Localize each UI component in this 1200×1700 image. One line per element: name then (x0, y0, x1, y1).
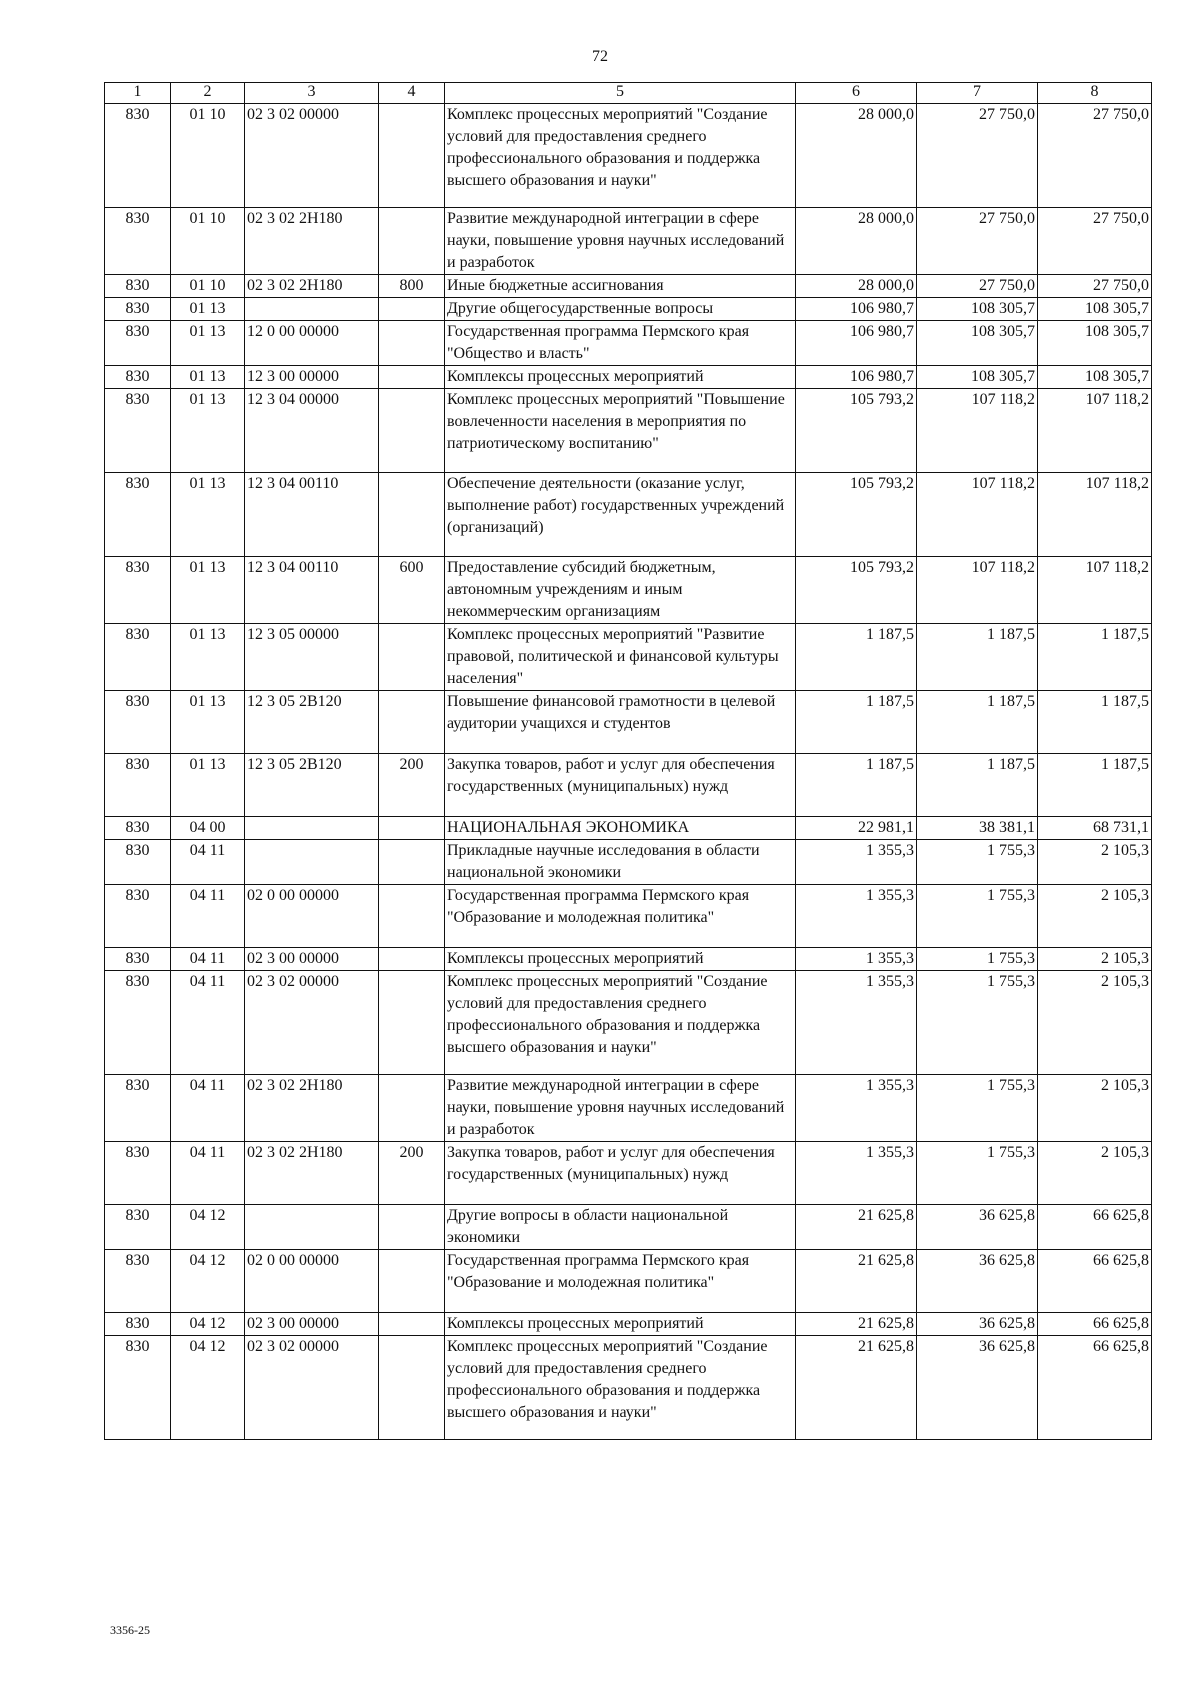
section-cell: 01 13 (171, 557, 245, 624)
expense-type-cell (379, 473, 445, 557)
table-row (105, 1250, 1152, 1313)
target-article-cell: 02 3 00 00000 (245, 1313, 379, 1336)
target-article-cell: 12 3 05 00000 (245, 624, 379, 691)
amount-2026-cell: 1 187,5 (917, 754, 1038, 817)
name-cell: Государственная программа Пермского края "Общество и власть" (445, 321, 796, 366)
amount-2025-cell: 1 355,3 (796, 948, 917, 971)
section-cell: 04 11 (171, 1142, 245, 1205)
name-cell: Комплекс процессных мероприятий "Создание условий для предоставления среднего профессионального образования и поддержка высшего образования и науки" (445, 971, 796, 1075)
column-header: 7 (917, 83, 1038, 104)
glavbk-cell: 830 (105, 298, 171, 321)
amount-2027-cell: 1 187,5 (1038, 691, 1152, 754)
amount-2026-cell: 107 118,2 (917, 473, 1038, 557)
amount-2027-cell: 108 305,7 (1038, 298, 1152, 321)
expense-type-cell (379, 624, 445, 691)
table-body (105, 104, 1152, 1440)
amount-2025-cell: 21 625,8 (796, 1313, 917, 1336)
table-row (105, 366, 1152, 389)
amount-2026-cell: 27 750,0 (917, 208, 1038, 275)
target-article-cell: 02 3 02 2Н180 (245, 1075, 379, 1142)
target-article-cell: 02 3 00 00000 (245, 948, 379, 971)
name-cell: Комплекс процессных мероприятий "Развитие правовой, политической и финансовой культуры населения" (445, 624, 796, 691)
budget-table (104, 82, 1152, 1440)
expense-type-cell (379, 691, 445, 754)
amount-2026-cell: 107 118,2 (917, 557, 1038, 624)
amount-2025-cell: 1 187,5 (796, 624, 917, 691)
section-cell: 01 13 (171, 366, 245, 389)
amount-2027-cell: 108 305,7 (1038, 321, 1152, 366)
glavbk-cell: 830 (105, 1250, 171, 1313)
glavbk-cell: 830 (105, 624, 171, 691)
name-cell: Повышение финансовой грамотности в целевой аудитории учащихся и студентов (445, 691, 796, 754)
amount-2027-cell: 27 750,0 (1038, 104, 1152, 208)
amount-2026-cell: 108 305,7 (917, 321, 1038, 366)
target-article-cell (245, 840, 379, 885)
column-header: 3 (245, 83, 379, 104)
amount-2027-cell: 107 118,2 (1038, 389, 1152, 473)
name-cell: Обеспечение деятельности (оказание услуг, выполнение работ) государственных учреждений (организаций) (445, 473, 796, 557)
glavbk-cell: 830 (105, 473, 171, 557)
glavbk-cell: 830 (105, 691, 171, 754)
amount-2026-cell: 1 755,3 (917, 840, 1038, 885)
amount-2025-cell: 28 000,0 (796, 208, 917, 275)
amount-2025-cell: 21 625,8 (796, 1205, 917, 1250)
table-row (105, 948, 1152, 971)
glavbk-cell: 830 (105, 971, 171, 1075)
column-header: 1 (105, 83, 171, 104)
section-cell: 01 13 (171, 321, 245, 366)
amount-2026-cell: 107 118,2 (917, 389, 1038, 473)
glavbk-cell: 830 (105, 817, 171, 840)
name-cell: Другие общегосударственные вопросы (445, 298, 796, 321)
amount-2026-cell: 27 750,0 (917, 104, 1038, 208)
target-article-cell (245, 1205, 379, 1250)
expense-type-cell (379, 885, 445, 948)
glavbk-cell: 830 (105, 948, 171, 971)
name-cell: Государственная программа Пермского края "Образование и молодежная политика" (445, 885, 796, 948)
name-cell: Иные бюджетные ассигнования (445, 275, 796, 298)
amount-2026-cell: 1 755,3 (917, 1075, 1038, 1142)
name-cell: Комплексы процессных мероприятий (445, 366, 796, 389)
table-row (105, 840, 1152, 885)
glavbk-cell: 830 (105, 1142, 171, 1205)
target-article-cell: 02 3 02 00000 (245, 1336, 379, 1440)
glavbk-cell: 830 (105, 275, 171, 298)
glavbk-cell: 830 (105, 1075, 171, 1142)
amount-2026-cell: 38 381,1 (917, 817, 1038, 840)
expense-type-cell (379, 1313, 445, 1336)
section-cell: 04 12 (171, 1250, 245, 1313)
glavbk-cell: 830 (105, 754, 171, 817)
amount-2027-cell: 2 105,3 (1038, 1142, 1152, 1205)
target-article-cell: 02 3 02 2Н180 (245, 208, 379, 275)
table-row (105, 1142, 1152, 1205)
amount-2026-cell: 36 625,8 (917, 1250, 1038, 1313)
target-article-cell: 02 3 02 2Н180 (245, 1142, 379, 1205)
section-cell: 04 11 (171, 885, 245, 948)
amount-2027-cell: 1 187,5 (1038, 624, 1152, 691)
target-article-cell: 02 3 02 00000 (245, 104, 379, 208)
section-cell: 01 13 (171, 389, 245, 473)
expense-type-cell (379, 817, 445, 840)
expense-type-cell (379, 1250, 445, 1313)
table-row (105, 1075, 1152, 1142)
amount-2025-cell: 1 187,5 (796, 754, 917, 817)
glavbk-cell: 830 (105, 389, 171, 473)
section-cell: 04 00 (171, 817, 245, 840)
table-row (105, 624, 1152, 691)
amount-2025-cell: 1 355,3 (796, 885, 917, 948)
name-cell: Комплекс процессных мероприятий "Создание условий для предоставления среднего профессионального образования и поддержка высшего образования и науки" (445, 1336, 796, 1440)
amount-2025-cell: 28 000,0 (796, 275, 917, 298)
expense-type-cell (379, 1205, 445, 1250)
target-article-cell: 12 3 00 00000 (245, 366, 379, 389)
amount-2025-cell: 22 981,1 (796, 817, 917, 840)
expense-type-cell: 200 (379, 754, 445, 817)
table-row (105, 321, 1152, 366)
expense-type-cell (379, 321, 445, 366)
section-cell: 04 11 (171, 971, 245, 1075)
table-row (105, 1313, 1152, 1336)
column-header: 8 (1038, 83, 1152, 104)
expense-type-cell (379, 104, 445, 208)
target-article-cell: 12 3 04 00110 (245, 473, 379, 557)
table-row (105, 557, 1152, 624)
target-article-cell: 02 0 00 00000 (245, 885, 379, 948)
amount-2025-cell: 21 625,8 (796, 1336, 917, 1440)
table-row (105, 275, 1152, 298)
amount-2025-cell: 1 355,3 (796, 971, 917, 1075)
name-cell: Другие вопросы в области национальной экономики (445, 1205, 796, 1250)
amount-2025-cell: 106 980,7 (796, 366, 917, 389)
section-cell: 01 13 (171, 298, 245, 321)
amount-2027-cell: 108 305,7 (1038, 366, 1152, 389)
amount-2026-cell: 1 755,3 (917, 971, 1038, 1075)
column-header: 4 (379, 83, 445, 104)
amount-2027-cell: 66 625,8 (1038, 1313, 1152, 1336)
amount-2026-cell: 1 187,5 (917, 691, 1038, 754)
amount-2027-cell: 2 105,3 (1038, 948, 1152, 971)
name-cell: Прикладные научные исследования в области национальной экономики (445, 840, 796, 885)
name-cell: Развитие международной интеграции в сфере науки, повышение уровня научных исследований и разработок (445, 208, 796, 275)
expense-type-cell (379, 389, 445, 473)
target-article-cell (245, 298, 379, 321)
glavbk-cell: 830 (105, 1336, 171, 1440)
target-article-cell: 02 3 02 00000 (245, 971, 379, 1075)
name-cell: НАЦИОНАЛЬНАЯ ЭКОНОМИКА (445, 817, 796, 840)
amount-2027-cell: 66 625,8 (1038, 1250, 1152, 1313)
target-article-cell: 12 3 05 2В120 (245, 691, 379, 754)
amount-2026-cell: 1 755,3 (917, 948, 1038, 971)
amount-2026-cell: 36 625,8 (917, 1313, 1038, 1336)
amount-2026-cell: 36 625,8 (917, 1205, 1038, 1250)
table-row (105, 1336, 1152, 1440)
expense-type-cell (379, 298, 445, 321)
table-row (105, 817, 1152, 840)
document-code: 3356-25 (110, 1623, 150, 1637)
section-cell: 01 13 (171, 691, 245, 754)
expense-type-cell: 200 (379, 1142, 445, 1205)
amount-2027-cell: 107 118,2 (1038, 557, 1152, 624)
column-header: 6 (796, 83, 917, 104)
section-cell: 01 13 (171, 754, 245, 817)
page-number: 72 (592, 48, 608, 65)
amount-2025-cell: 1 355,3 (796, 1142, 917, 1205)
table-row (105, 691, 1152, 754)
amount-2025-cell: 1 187,5 (796, 691, 917, 754)
amount-2027-cell: 1 187,5 (1038, 754, 1152, 817)
amount-2027-cell: 27 750,0 (1038, 208, 1152, 275)
glavbk-cell: 830 (105, 208, 171, 275)
expense-type-cell (379, 840, 445, 885)
table-row (105, 104, 1152, 208)
amount-2026-cell: 1 187,5 (917, 624, 1038, 691)
table-row (105, 298, 1152, 321)
glavbk-cell: 830 (105, 557, 171, 624)
glavbk-cell: 830 (105, 840, 171, 885)
target-article-cell: 12 3 04 00110 (245, 557, 379, 624)
name-cell: Комплексы процессных мероприятий (445, 1313, 796, 1336)
expense-type-cell: 800 (379, 275, 445, 298)
amount-2025-cell: 1 355,3 (796, 1075, 917, 1142)
amount-2026-cell: 27 750,0 (917, 275, 1038, 298)
amount-2027-cell: 2 105,3 (1038, 1075, 1152, 1142)
amount-2025-cell: 1 355,3 (796, 840, 917, 885)
target-article-cell (245, 817, 379, 840)
name-cell: Комплекс процессных мероприятий "Повышение вовлеченности населения в мероприятия по патриотическому воспитанию" (445, 389, 796, 473)
amount-2027-cell: 68 731,1 (1038, 817, 1152, 840)
section-cell: 01 10 (171, 104, 245, 208)
table-row (105, 885, 1152, 948)
section-cell: 04 12 (171, 1313, 245, 1336)
amount-2025-cell: 106 980,7 (796, 298, 917, 321)
amount-2027-cell: 107 118,2 (1038, 473, 1152, 557)
amount-2027-cell: 2 105,3 (1038, 885, 1152, 948)
table-row (105, 473, 1152, 557)
name-cell: Закупка товаров, работ и услуг для обеспечения государственных (муниципальных) нужд (445, 754, 796, 817)
amount-2027-cell: 2 105,3 (1038, 840, 1152, 885)
amount-2025-cell: 105 793,2 (796, 557, 917, 624)
glavbk-cell: 830 (105, 366, 171, 389)
target-article-cell: 12 3 05 2В120 (245, 754, 379, 817)
column-header: 5 (445, 83, 796, 104)
target-article-cell: 12 3 04 00000 (245, 389, 379, 473)
amount-2026-cell: 108 305,7 (917, 366, 1038, 389)
target-article-cell: 12 0 00 00000 (245, 321, 379, 366)
table-row (105, 754, 1152, 817)
expense-type-cell (379, 948, 445, 971)
expense-type-cell (379, 1075, 445, 1142)
expense-type-cell: 600 (379, 557, 445, 624)
name-cell: Комплекс процессных мероприятий "Создание условий для предоставления среднего профессионального образования и поддержка высшего образования и науки" (445, 104, 796, 208)
header-row (105, 83, 1152, 104)
expense-type-cell (379, 1336, 445, 1440)
section-cell: 01 13 (171, 473, 245, 557)
amount-2026-cell: 36 625,8 (917, 1336, 1038, 1440)
amount-2027-cell: 66 625,8 (1038, 1205, 1152, 1250)
amount-2025-cell: 106 980,7 (796, 321, 917, 366)
section-cell: 04 11 (171, 948, 245, 971)
amount-2026-cell: 108 305,7 (917, 298, 1038, 321)
column-header: 2 (171, 83, 245, 104)
amount-2025-cell: 105 793,2 (796, 389, 917, 473)
table-row (105, 389, 1152, 473)
expense-type-cell (379, 366, 445, 389)
glavbk-cell: 830 (105, 321, 171, 366)
table-row (105, 971, 1152, 1075)
glavbk-cell: 830 (105, 104, 171, 208)
expense-type-cell (379, 971, 445, 1075)
glavbk-cell: 830 (105, 1205, 171, 1250)
amount-2025-cell: 28 000,0 (796, 104, 917, 208)
table-row (105, 1205, 1152, 1250)
glavbk-cell: 830 (105, 885, 171, 948)
target-article-cell: 02 3 02 2Н180 (245, 275, 379, 298)
name-cell: Комплексы процессных мероприятий (445, 948, 796, 971)
table-row (105, 208, 1152, 275)
target-article-cell: 02 0 00 00000 (245, 1250, 379, 1313)
section-cell: 04 12 (171, 1336, 245, 1440)
amount-2025-cell: 105 793,2 (796, 473, 917, 557)
amount-2026-cell: 1 755,3 (917, 885, 1038, 948)
amount-2026-cell: 1 755,3 (917, 1142, 1038, 1205)
section-cell: 04 11 (171, 1075, 245, 1142)
section-cell: 04 11 (171, 840, 245, 885)
expense-type-cell (379, 208, 445, 275)
name-cell: Развитие международной интеграции в сфере науки, повышение уровня научных исследований и разработок (445, 1075, 796, 1142)
glavbk-cell: 830 (105, 1313, 171, 1336)
section-cell: 01 10 (171, 275, 245, 298)
section-cell: 01 13 (171, 624, 245, 691)
name-cell: Закупка товаров, работ и услуг для обеспечения государственных (муниципальных) нужд (445, 1142, 796, 1205)
section-cell: 01 10 (171, 208, 245, 275)
amount-2027-cell: 2 105,3 (1038, 971, 1152, 1075)
name-cell: Государственная программа Пермского края "Образование и молодежная политика" (445, 1250, 796, 1313)
amount-2025-cell: 21 625,8 (796, 1250, 917, 1313)
amount-2027-cell: 27 750,0 (1038, 275, 1152, 298)
section-cell: 04 12 (171, 1205, 245, 1250)
amount-2027-cell: 66 625,8 (1038, 1336, 1152, 1440)
name-cell: Предоставление субсидий бюджетным, автономным учреждениям и иным некоммерческим организациям (445, 557, 796, 624)
